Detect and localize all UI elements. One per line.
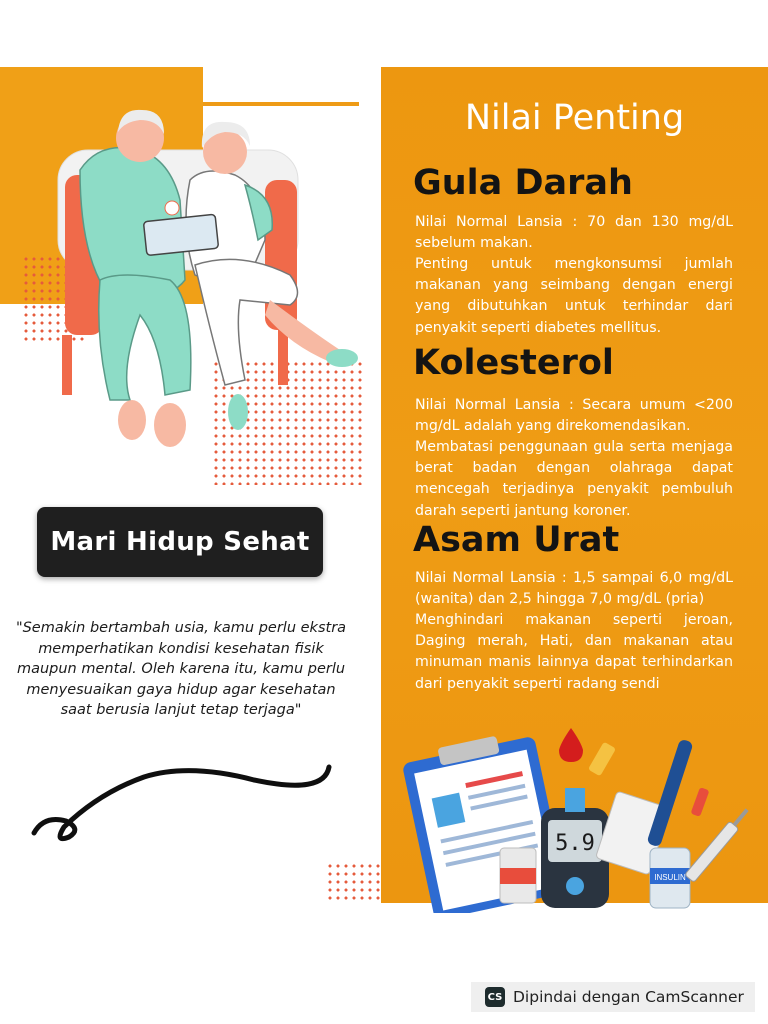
section-tip-uric-acid: Menghindari makanan seperti jeroan, Daging merah, Hati, dan makanan atau minuman manis lainnya dapat terhindarkan dari penyakit seperti radang sendi (415, 612, 733, 692)
svg-text:INSULIN: INSULIN (654, 873, 686, 882)
decorative-squiggle (24, 755, 344, 855)
elderly-couple-illustration (20, 100, 360, 460)
syringe-icon (685, 806, 752, 883)
blood-drop-icon (559, 728, 583, 762)
section-heading-blood-sugar: Gula Darah (413, 163, 633, 203)
panel-title: Nilai Penting (464, 98, 685, 138)
svg-text:5.9: 5.9 (555, 831, 595, 856)
insulin-vial-icon (650, 848, 690, 908)
dot-pattern-bottom (326, 862, 382, 904)
camscanner-text: Dipindai dengan CamScanner (513, 988, 744, 1006)
small-vial-icon (588, 742, 616, 777)
section-normal-blood-sugar: Nilai Normal Lansia : 70 dan 130 mg/dL sebelum makan. (415, 214, 733, 252)
section-tip-cholesterol: Membatasi penggunaan gula serta menjaga berat badan dengan olahraga dapat mencegah terjadinya penyakit pembuluh darah seperti jantung koroner. (415, 439, 733, 519)
section-normal-cholesterol: Nilai Normal Lansia : Secara umum <200 mg/dL adalah yang direkomendasikan. (415, 397, 733, 435)
medical-supplies-illustration (395, 718, 755, 913)
camscanner-badge (471, 982, 755, 1012)
healthy-life-button[interactable]: Mari Hidup Sehat (37, 507, 323, 577)
section-heading-cholesterol: Kolesterol (413, 343, 614, 383)
section-heading-uric-acid: Asam Urat (413, 520, 620, 560)
small-vial-icon-2 (691, 787, 710, 817)
section-normal-uric-acid: Nilai Normal Lansia : 1,5 sampai 6,0 mg/dL (wanita) dan 2,5 hingga 7,0 mg/dL (pria) (415, 570, 733, 608)
camscanner-logo-icon: CS (485, 987, 505, 1007)
section-tip-blood-sugar: Penting untuk mengkonsumsi jumlah makanan yang seimbang dengan energi yang dibutuhkan untuk terhindar dari penyakit seperti diabetes mellitus. (415, 256, 733, 336)
insulin-pen-icon (646, 739, 693, 848)
health-quote: "Semakin bertambah usia, kamu perlu ekstra memperhatikan kondisi kesehatan fisik maupun mental. Oleh karena itu, kamu perlu menyesuaikan gaya hidup agar kesehatan saat berusia lanjut tetap terjaga" (15, 620, 347, 718)
